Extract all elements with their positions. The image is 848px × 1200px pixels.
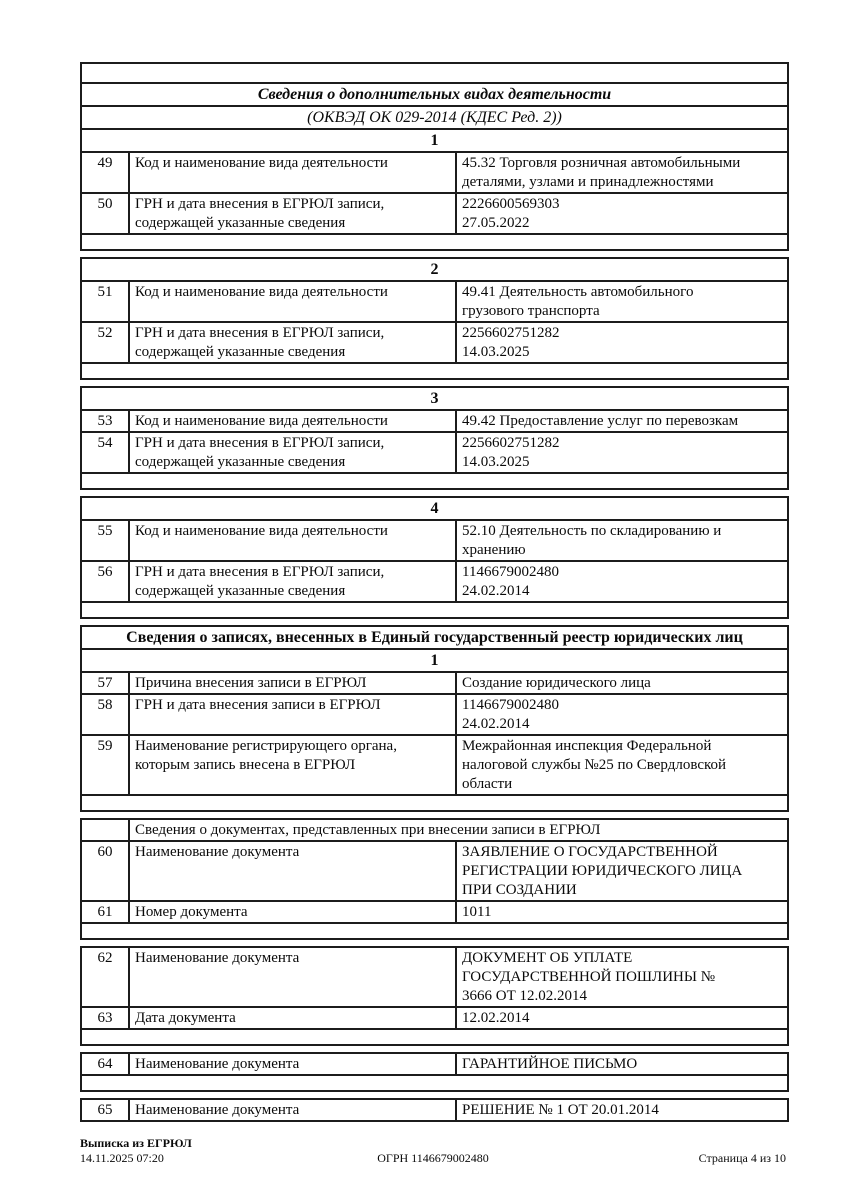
row-value-cell xyxy=(456,520,788,561)
row-number-cell: 65 xyxy=(81,1099,129,1121)
document-tables xyxy=(80,62,787,1128)
row-label-cell: Наименование документа xyxy=(129,841,456,901)
value-line: 24.02.2014 xyxy=(462,716,530,732)
data-row xyxy=(81,901,788,923)
group-number: 4 xyxy=(81,497,788,520)
value-line: 1011 xyxy=(462,904,492,920)
data-row xyxy=(81,193,788,234)
row-number-cell: 50 xyxy=(81,193,129,234)
value-line: 2226600569303 xyxy=(462,196,560,212)
row-number-cell: 49 xyxy=(81,152,129,193)
row-label-cell: ГРН и дата внесения записи в ЕГРЮЛ xyxy=(129,694,456,735)
data-row xyxy=(81,947,788,1007)
group-number: 1 xyxy=(81,129,788,152)
spacer-row xyxy=(81,602,788,618)
value-line: ДОКУМЕНТ ОБ УПЛАТЕ xyxy=(462,950,633,966)
row-number-cell xyxy=(81,819,129,841)
row-value-cell xyxy=(456,410,788,432)
value-line: 2256602751282 xyxy=(462,325,560,341)
row-value-cell xyxy=(456,281,788,322)
spacer-cell xyxy=(81,234,788,250)
info-table xyxy=(80,257,789,380)
data-row xyxy=(81,694,788,735)
info-table xyxy=(80,386,789,490)
row-label-cell: Код и наименование вида деятельности xyxy=(129,152,456,193)
spacer-cell xyxy=(81,473,788,489)
spacer-cell xyxy=(81,923,788,939)
subsection-header: Сведения о документах, представленных при внесении записи в ЕГРЮЛ xyxy=(129,819,788,841)
value-line: РЕШЕНИЕ № 1 ОТ 20.01.2014 xyxy=(462,1102,659,1118)
data-row xyxy=(81,520,788,561)
row-label-cell: Наименование документа xyxy=(129,947,456,1007)
footer-doc-info xyxy=(80,1136,192,1166)
row-value-cell xyxy=(456,1053,788,1075)
row-number-cell: 59 xyxy=(81,735,129,795)
row-value-cell xyxy=(456,1099,788,1121)
section-heading-text: Сведения о записях, внесенных в Единый государственный реестр юридических лиц xyxy=(81,626,788,649)
row-value-cell xyxy=(456,841,788,901)
group-number-row xyxy=(81,387,788,410)
value-line: ГОСУДАРСТВЕННОЙ ПОШЛИНЫ № xyxy=(462,969,716,985)
group-number-row xyxy=(81,649,788,672)
row-value-cell xyxy=(456,152,788,193)
row-value-cell xyxy=(456,672,788,694)
group-number: 2 xyxy=(81,258,788,281)
row-value-cell xyxy=(456,947,788,1007)
value-line: ПРИ СОЗДАНИИ xyxy=(462,882,577,898)
row-number-cell: 58 xyxy=(81,694,129,735)
footer-doc-type: Выписка из ЕГРЮЛ xyxy=(80,1136,192,1150)
data-row xyxy=(81,1053,788,1075)
group-number-row xyxy=(81,129,788,152)
spacer-cell xyxy=(81,1075,788,1091)
value-line: грузового транспорта xyxy=(462,303,600,319)
value-line: ЗАЯВЛЕНИЕ О ГОСУДАРСТВЕННОЙ xyxy=(462,844,718,860)
data-row xyxy=(81,561,788,602)
section-header-row xyxy=(81,626,788,649)
row-number-cell: 55 xyxy=(81,520,129,561)
data-row xyxy=(81,672,788,694)
spacer-row xyxy=(81,1075,788,1091)
info-table xyxy=(80,818,789,940)
spacer-cell xyxy=(81,363,788,379)
section-heading-text: (ОКВЭД ОК 029-2014 (КДЕС Ред. 2)) xyxy=(81,106,788,129)
value-line: 52.10 Деятельность по складированию и xyxy=(462,523,722,539)
value-line: хранению xyxy=(462,542,526,558)
footer-page-number: Страница 4 из 10 xyxy=(698,1151,786,1165)
row-number-cell: 61 xyxy=(81,901,129,923)
row-value-cell xyxy=(456,735,788,795)
value-line: 49.42 Предоставление услуг по перевозкам xyxy=(462,413,739,429)
row-number-cell: 62 xyxy=(81,947,129,1007)
row-number-cell: 52 xyxy=(81,322,129,363)
section-subtitle-row xyxy=(81,106,788,129)
value-line: 3666 ОТ 12.02.2014 xyxy=(462,988,587,1004)
value-line: 1146679002480 xyxy=(462,697,559,713)
value-line: ГАРАНТИЙНОЕ ПИСЬМО xyxy=(462,1056,638,1072)
row-number-cell: 54 xyxy=(81,432,129,473)
row-label-cell: ГРН и дата внесения в ЕГРЮЛ записи, содержащей указанные сведения xyxy=(129,193,456,234)
data-row xyxy=(81,432,788,473)
row-label-cell: Код и наименование вида деятельности xyxy=(129,410,456,432)
row-label-cell: Код и наименование вида деятельности xyxy=(129,520,456,561)
value-line: области xyxy=(462,776,513,792)
row-label-cell: ГРН и дата внесения в ЕГРЮЛ записи, содержащей указанные сведения xyxy=(129,432,456,473)
page-footer xyxy=(80,1136,786,1166)
row-number-cell: 63 xyxy=(81,1007,129,1029)
data-row xyxy=(81,322,788,363)
info-table xyxy=(80,1052,789,1092)
data-row xyxy=(81,281,788,322)
spacer-row xyxy=(81,234,788,250)
data-row xyxy=(81,152,788,193)
row-label-cell: Дата документа xyxy=(129,1007,456,1029)
spacer-cell xyxy=(81,602,788,618)
row-label-cell: ГРН и дата внесения в ЕГРЮЛ записи, содержащей указанные сведения xyxy=(129,322,456,363)
spacer-row xyxy=(81,923,788,939)
row-number-cell: 64 xyxy=(81,1053,129,1075)
row-value-cell xyxy=(456,901,788,923)
spacer-cell xyxy=(81,1029,788,1045)
subsection-header-row xyxy=(81,819,788,841)
info-table xyxy=(80,946,789,1046)
spacer-row xyxy=(81,473,788,489)
row-number-cell: 56 xyxy=(81,561,129,602)
data-row xyxy=(81,735,788,795)
row-label-cell: Код и наименование вида деятельности xyxy=(129,281,456,322)
footer-ogrn: ОГРН 1146679002480 xyxy=(377,1151,489,1165)
row-label-cell: ГРН и дата внесения в ЕГРЮЛ записи, содержащей указанные сведения xyxy=(129,561,456,602)
row-value-cell xyxy=(456,193,788,234)
spacer-row xyxy=(81,63,788,83)
value-line: 1146679002480 xyxy=(462,564,559,580)
value-line: 45.32 Торговля розничная автомобильными xyxy=(462,155,741,171)
value-line: деталями, узлами и принадлежностями xyxy=(462,174,714,190)
spacer-cell xyxy=(81,795,788,811)
value-line: налоговой службы №25 по Свердловской xyxy=(462,757,727,773)
value-line: 14.03.2025 xyxy=(462,344,530,360)
row-label-cell: Наименование регистрирующего органа, которым запись внесена в ЕГРЮЛ xyxy=(129,735,456,795)
data-row xyxy=(81,841,788,901)
info-table xyxy=(80,625,789,812)
value-line: 24.02.2014 xyxy=(462,583,530,599)
value-line: 49.41 Деятельность автомобильного xyxy=(462,284,694,300)
row-number-cell: 51 xyxy=(81,281,129,322)
row-label-cell: Наименование документа xyxy=(129,1053,456,1075)
group-number: 1 xyxy=(81,649,788,672)
info-table xyxy=(80,496,789,619)
group-number: 3 xyxy=(81,387,788,410)
value-line: 14.03.2025 xyxy=(462,454,530,470)
value-line: Создание юридического лица xyxy=(462,675,651,691)
row-label-cell: Наименование документа xyxy=(129,1099,456,1121)
row-number-cell: 57 xyxy=(81,672,129,694)
spacer-row xyxy=(81,1029,788,1045)
group-number-row xyxy=(81,258,788,281)
value-line: 27.05.2022 xyxy=(462,215,530,231)
row-value-cell xyxy=(456,432,788,473)
info-table xyxy=(80,1098,789,1122)
spacer-cell xyxy=(81,63,788,83)
data-row xyxy=(81,1099,788,1121)
footer-generated-datetime: 14.11.2025 07:20 xyxy=(80,1151,164,1165)
row-value-cell xyxy=(456,1007,788,1029)
row-number-cell: 60 xyxy=(81,841,129,901)
data-row xyxy=(81,410,788,432)
data-row xyxy=(81,1007,788,1029)
section-title-row xyxy=(81,83,788,106)
row-value-cell xyxy=(456,322,788,363)
value-line: 2256602751282 xyxy=(462,435,560,451)
row-label-cell: Номер документа xyxy=(129,901,456,923)
row-value-cell xyxy=(456,561,788,602)
value-line: 12.02.2014 xyxy=(462,1010,530,1026)
row-label-cell: Причина внесения записи в ЕГРЮЛ xyxy=(129,672,456,694)
row-number-cell: 53 xyxy=(81,410,129,432)
spacer-row xyxy=(81,363,788,379)
group-number-row xyxy=(81,497,788,520)
row-value-cell xyxy=(456,694,788,735)
spacer-row xyxy=(81,795,788,811)
info-table xyxy=(80,62,789,251)
section-heading-text: Сведения о дополнительных видах деятельности xyxy=(81,83,788,106)
value-line: РЕГИСТРАЦИИ ЮРИДИЧЕСКОГО ЛИЦА xyxy=(462,863,743,879)
value-line: Межрайонная инспекция Федеральной xyxy=(462,738,712,754)
